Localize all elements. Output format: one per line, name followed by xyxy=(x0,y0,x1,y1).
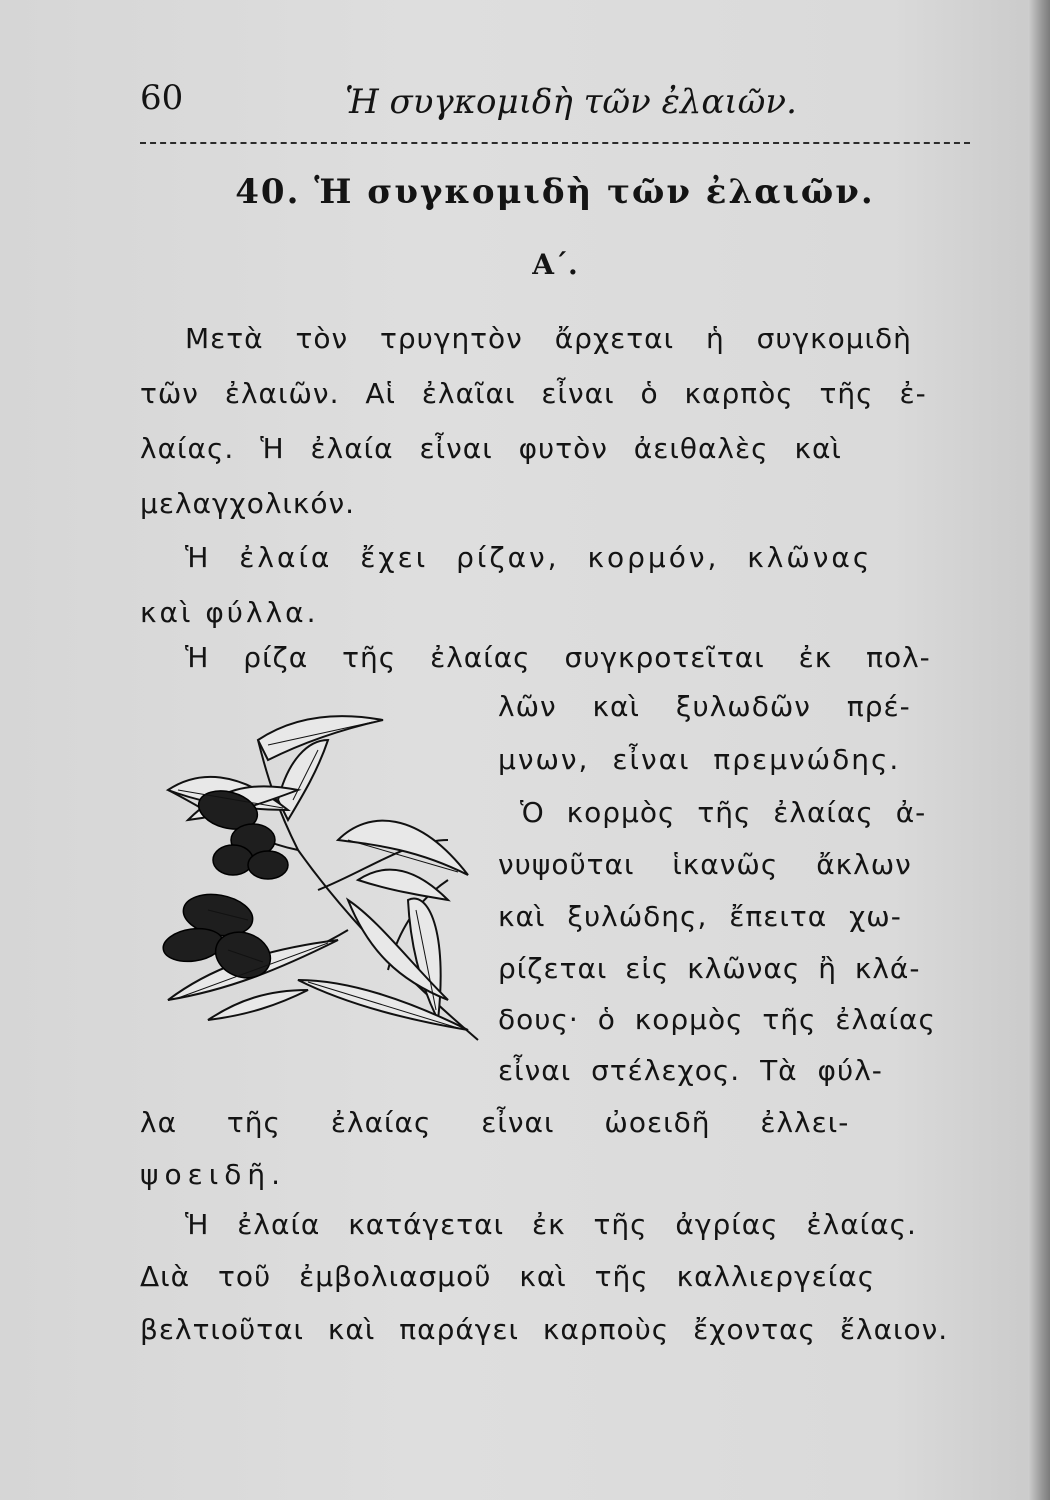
running-title: Ἡ συγκομιδὴ τῶν ἐλαιῶν. xyxy=(345,82,797,122)
text-line: Ἡ ρίζα τῆς ἐλαίας συγκροτεῖται ἐκ πολ- xyxy=(185,641,931,674)
text-line: εἶναι στέλεχος. Τὰ φύλ- xyxy=(498,1054,883,1087)
text-line: Ἡ ἐλαία ἔχει ρίζαν, κορμόν, κλῶνας xyxy=(185,541,873,574)
text-line: λα τῆς ἐλαίας εἶναι ὠοειδῆ ἐλλει- xyxy=(140,1106,850,1139)
section-mark: Α΄. xyxy=(532,248,578,281)
text-line: νυψοῦται ἱκανῶς ἄκλων xyxy=(498,848,912,881)
text-line: μνων, εἶναι πρεμνώδης. xyxy=(498,743,901,776)
text-line: βελτιοῦται καὶ παράγει καρποὺς ἔχοντας ἔλαιον. xyxy=(140,1313,949,1346)
text-line: λαίας. Ἡ ἐλαία εἶναι φυτὸν ἀειθαλὲς καὶ xyxy=(140,432,842,465)
text-line: Ἡ ἐλαία κατάγεται ἐκ τῆς ἀγρίας ἐλαίας. xyxy=(185,1208,917,1241)
running-header xyxy=(140,78,970,128)
chapter-title: 40. Ἡ συγκομιδὴ τῶν ἐλαιῶν. xyxy=(235,172,875,212)
page-binding-shadow xyxy=(1028,0,1050,1500)
text-line: ρίζεται εἰς κλῶνας ἢ κλά- xyxy=(498,952,921,985)
olive-branch-illustration xyxy=(148,700,488,1050)
text-line: καὶ ξυλώδης, ἔπειτα χω- xyxy=(498,900,902,933)
text-line: μελαγχολικόν. xyxy=(140,487,356,520)
text-line: δους· ὁ κορμὸς τῆς ἐλαίας xyxy=(498,1003,936,1036)
text-line: τῶν ἐλαιῶν. Αἱ ἐλαῖαι εἶναι ὁ καρπὸς τῆς ἐ- xyxy=(140,377,927,410)
text-line: λῶν καὶ ξυλωδῶν πρέ- xyxy=(498,690,911,723)
text-line: ψοειδῆ. xyxy=(140,1158,286,1191)
header-rule xyxy=(140,142,970,144)
text-line: καὶ φύλλα. xyxy=(140,596,319,629)
page-number: 60 xyxy=(140,78,184,118)
text-line: Μετὰ τὸν τρυγητὸν ἄρχεται ἡ συγκομιδὴ xyxy=(185,322,912,355)
text-line: Ὁ κορμὸς τῆς ἐλαίας ἀ- xyxy=(520,796,927,829)
text-line: Διὰ τοῦ ἐμβολιασμοῦ καὶ τῆς καλλιεργείας xyxy=(140,1260,876,1293)
